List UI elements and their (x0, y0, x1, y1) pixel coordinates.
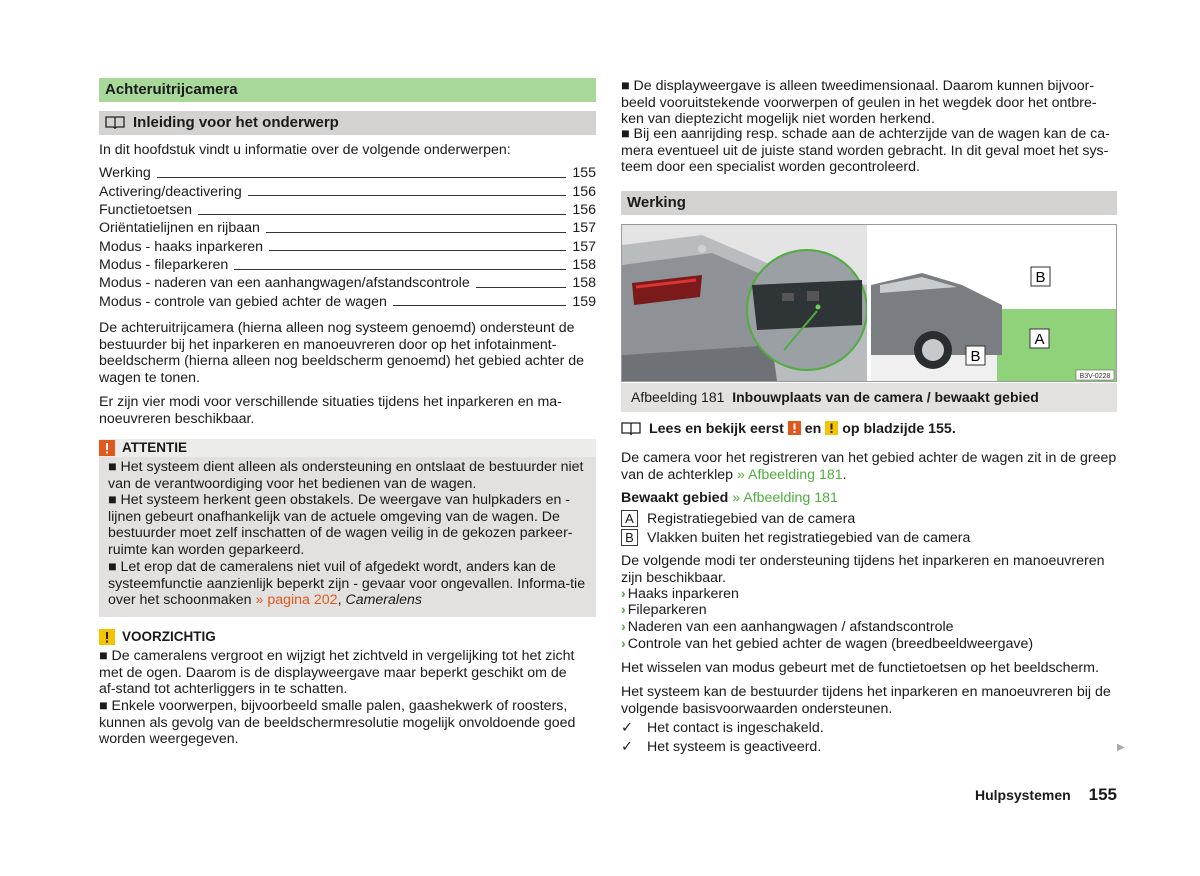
book-icon (105, 115, 125, 129)
subsection-heading (99, 111, 596, 135)
toc-label: Functietoetsen (99, 202, 193, 218)
attention-box (99, 439, 596, 617)
exclamation-icon (99, 440, 115, 456)
toc-leader (234, 269, 566, 270)
attention-header (99, 439, 596, 457)
continue-arrow-icon: ▶ (1117, 742, 1125, 753)
read-first-and: en (804, 421, 822, 437)
toc-label: Oriëntatielijnen en rijbaan (99, 220, 260, 237)
toc-page: 158 (572, 275, 596, 292)
toc-page: 159 (572, 293, 596, 310)
mode-item (621, 586, 1117, 603)
caution-box (99, 628, 596, 748)
book-icon (621, 421, 641, 435)
toc-row[interactable] (99, 292, 596, 310)
page-link[interactable]: » pagina 202 (255, 592, 338, 609)
figure-label-b: B (1035, 269, 1046, 286)
page-footer (975, 787, 1117, 805)
figure-caption (621, 383, 1117, 412)
toc-page: 157 (572, 238, 596, 255)
camera-illustration (622, 225, 1116, 381)
legend-key: A (621, 510, 638, 527)
figure-link[interactable]: » Afbeelding 181 (732, 490, 838, 506)
check-icon: ✓ (621, 720, 633, 736)
legend-key: B (621, 529, 638, 546)
condition-item (621, 720, 1117, 737)
mode-text: Controle van het gebied achter de wagen (breedbeeldweergave) (627, 636, 1034, 652)
legend-item (621, 529, 1117, 547)
watched-area-title: Bewaakt gebied (621, 490, 729, 506)
mode-text: Naderen van een aanhangwagen / afstandscontrole (627, 619, 954, 635)
caution-item: ■ Enkele voorwerpen, bijvoorbeeld smalle palen, gaashekwerk of roosters, kunnen als gevolg van de beeldschermresolutie mogelijk onvoldoende goed worden weergegeven. (99, 698, 576, 748)
figure-code: B3V-0228 (1079, 373, 1111, 380)
toc-leader (269, 250, 566, 251)
paragraph: De volgende modi ter ondersteuning tijdens het inparkeren en manoeuvreren zijn beschikbaar. (621, 553, 1105, 586)
toc-row[interactable] (99, 164, 596, 182)
toc-page: 157 (572, 220, 596, 237)
toc-label: Modus - naderen van een aanhangwagen/afstandscontrole (99, 275, 470, 292)
toc-row[interactable] (99, 237, 596, 255)
toc-row[interactable] (99, 256, 596, 274)
read-first-line (621, 421, 1117, 438)
toc-label: Modus - haaks inparkeren (99, 238, 264, 255)
toc-page: 155 (572, 165, 596, 182)
footer-section: Hulpsystemen (974, 787, 1071, 803)
section-title: Werking (627, 194, 686, 211)
figure-label-b2: B (970, 348, 981, 365)
read-first-page: op bladzijde 155. (842, 421, 956, 437)
caution-title: VOORZICHTIG (122, 629, 216, 644)
toc-row[interactable] (99, 219, 596, 237)
toc-leader (393, 305, 566, 306)
attention-title: ATTENTIE (122, 440, 187, 455)
attention-item: ■ Het systeem dient alleen als ondersteuning en ontslaat de bestuurder niet van de verantwoordiging voor het bedienen van de wagen. (108, 459, 584, 492)
paragraph: ■ Bij een aanrijding resp. schade aan de achterzijde van de wagen kan de ca-mera eventueel uit de juiste stand worden gebracht. In dit geval moet het sys-teem door een specialist worden gecontroleerd. (621, 126, 1110, 176)
page-number: 155 (1088, 785, 1117, 804)
toc-label: Activering/deactivering (99, 183, 242, 200)
legend-text: Vlakken buiten het registratiegebied van de camera (647, 530, 971, 546)
toc-leader (476, 287, 567, 288)
watched-area-heading (621, 490, 1117, 507)
legend-text: Registratiegebied van de camera (647, 511, 856, 527)
mode-text: Haaks inparkeren (627, 586, 739, 602)
separator: , (337, 592, 346, 609)
toc-row[interactable] (99, 201, 596, 219)
toc-row[interactable] (99, 182, 596, 200)
exclamation-icon (99, 629, 115, 645)
toc-label: Modus - controle van gebied achter de wagen (99, 293, 387, 310)
italic-reference: Cameralens (345, 592, 422, 609)
paragraph: ■ De displayweergave is alleen tweedimensionaal. Daarom kunnen bijvoor-beeld vooruitstekende voorwerpen of geulen in het wegdek door het ontbre-ken van dieptezicht mogelijk niet worden herkend. (621, 78, 1097, 128)
toc-page: 156 (572, 202, 596, 218)
mode-item (621, 602, 1117, 619)
toc-label: Werking (99, 165, 151, 182)
paragraph: De achteruitrijcamera (hierna alleen nog systeem genoemd) ondersteunt de bestuurder bij het inparkeren en manoeuvreren door op het infotainment-beeldscherm (hierna alleen nog beeldscherm genoemd) het gebied achter de wagen te tonen. (99, 320, 585, 386)
toc-page: 158 (572, 256, 596, 273)
toc-leader (157, 177, 567, 178)
attention-icon (788, 421, 801, 435)
toc-leader (248, 195, 567, 196)
condition-item (621, 739, 1117, 756)
attention-item (108, 559, 586, 609)
toc-label: Modus - fileparkeren (99, 256, 229, 273)
attention-item: ■ Het systeem herkent geen obstakels. De weergave van hulpkaders en -lijnen gebeurt onafhankelijk van de actuele omgeving van de wagen. De bestuurder moet zelf inschatten of de wagen veilig in de gekozen parkeer-ruimte kan worden geparkeerd. (108, 492, 573, 558)
chevron-right-icon: › (621, 619, 626, 635)
toc-row[interactable] (99, 274, 596, 292)
section-title: Achteruitrijcamera (105, 81, 238, 98)
condition-text: Het systeem is geactiveerd. (647, 739, 822, 755)
caution-item: ■ De cameralens vergroot en wijzigt het zichtveld in vergelijking tot het zicht met de ogen. Daarom is de displayweergave maar beperkt geschikt om de af-stand tot achterliggers in te schatten. (99, 648, 575, 698)
paragraph: Het systeem kan de bestuurder tijdens het inparkeren en manoeuvreren bij de volgende basisvoorwaarden ondersteunen. (621, 684, 1111, 717)
read-first-text: Lees en bekijk eerst (649, 421, 784, 437)
paragraph: Het wisselen van modus gebeurt met de functietoetsen op het beeldscherm. (621, 660, 1099, 676)
caption-number: Afbeelding 181 (631, 389, 725, 405)
toc-leader (198, 214, 566, 215)
figure-image (621, 224, 1117, 382)
legend-item (621, 510, 1117, 528)
subsection-title: Inleiding voor het onderwerp (133, 114, 339, 131)
period: . (842, 466, 847, 483)
paragraph (621, 450, 1117, 483)
mode-item (621, 636, 1117, 653)
caution-icon (825, 421, 838, 435)
chevron-right-icon: › (621, 602, 626, 618)
figure-label-a: A (1034, 331, 1045, 348)
paragraph-text: De camera voor het registreren van het gebied achter de wagen zit in de greep van de achterklep (621, 450, 1117, 483)
check-icon: ✓ (621, 739, 633, 755)
mode-item (621, 619, 1117, 636)
caution-header (99, 628, 596, 646)
chevron-right-icon: › (621, 586, 626, 602)
section-heading (99, 78, 596, 102)
paragraph: Er zijn vier modi voor verschillende situaties tijdens het inparkeren en ma-noeuvreren beschikbaar. (99, 394, 562, 427)
section-heading (621, 191, 1117, 215)
condition-text: Het contact is ingeschakeld. (647, 720, 824, 736)
caption-text: Inbouwplaats van de camera / bewaakt gebied (732, 389, 1039, 405)
toc-page: 156 (572, 183, 596, 200)
attention-item-text: ■ Let erop dat de cameralens niet vuil of afgedekt wordt, anders kan de systeemfunctie aanzienlijk beperkt zijn - gevaar voor ongevallen. Informa-tie over het schoonmaken (108, 559, 586, 609)
chevron-right-icon: › (621, 636, 626, 652)
figure-link[interactable]: » Afbeelding 181 (736, 466, 843, 483)
toc-leader (266, 232, 566, 233)
intro-text: In dit hoofdstuk vindt u informatie over de volgende onderwerpen: (99, 142, 511, 158)
mode-text: Fileparkeren (627, 602, 707, 618)
